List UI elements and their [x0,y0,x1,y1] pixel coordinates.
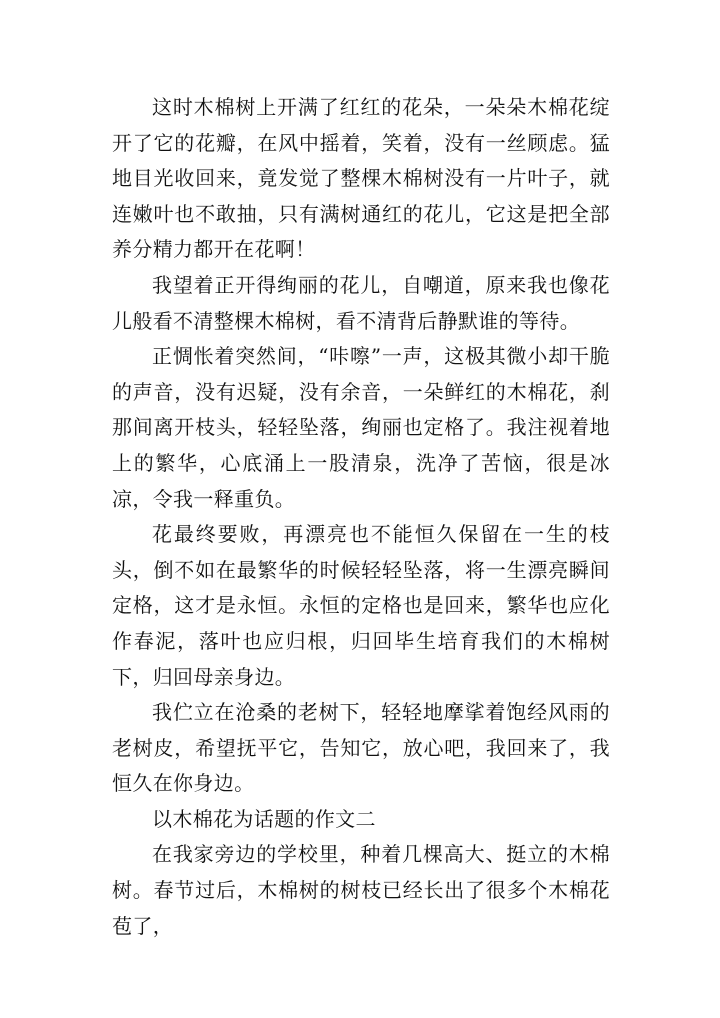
paragraph-3: 正惆怅着突然间，“咔嚓”一声，这极其微小却干脆的声音，没有迟疑，没有余音，一朵鲜红的木棉花，刹那间离开枝头，轻轻坠落，绚丽也定格了。我注视着地上的繁华，心底涌上一股清泉，洗净了苦恼，很是冰凉，令我一释重负。 [112,344,610,511]
paragraph-6: 在我家旁边的学校里，种着几棵高大、挺立的木棉树。春节过后，木棉树的树枝已经长出了很多个木棉花苞了， [112,842,610,938]
paragraph-5: 我伫立在沧桑的老树下，轻轻地摩挲着饱经风雨的老树皮，希望抚平它，告知它，放心吧，我回来了，我恒久在你身边。 [112,700,610,796]
paragraph-1: 这时木棉树上开满了红红的花朵，一朵朵木棉花绽开了它的花瓣，在风中摇着，笑着，没有一丝顾虑。猛地目光收回来，竟发觉了整棵木棉树没有一片叶子，就连嫩叶也不敢抽，只有满树通红的花儿，它这是把全部养分精力都开在花啊！ [112,95,610,262]
document-body [112,90,610,944]
section-title: 以木棉花为话题的作文二 [152,806,376,831]
paragraph-4: 花最终要败，再漂亮也不能恒久保留在一生的枝头，倒不如在最繁华的时候轻轻坠落，将一生漂亮瞬间定格，这才是永恒。永恒的定格也是回来，繁华也应化作春泥，落叶也应归根，归回毕生培育我们的木棉树下，归回母亲身边。 [112,522,610,689]
paragraph-2: 我望着正开得绚丽的花儿，自嘲道，原来我也像花儿般看不清整棵木棉树，看不清背后静默谁的等待。 [112,272,610,333]
